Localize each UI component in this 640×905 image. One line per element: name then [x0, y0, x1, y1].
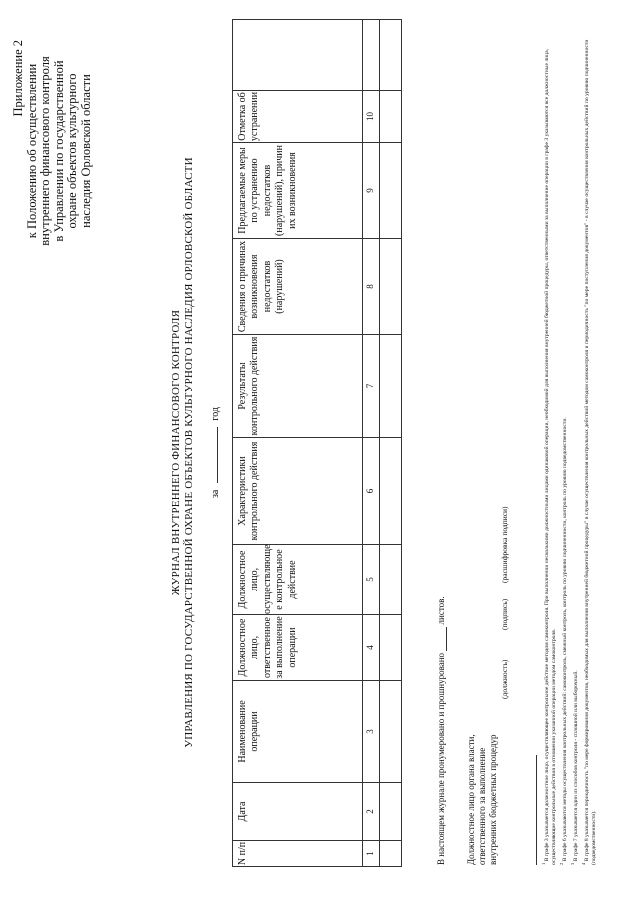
period-prefix: за	[210, 489, 221, 499]
table-header-row	[233, 20, 363, 867]
table-cell	[380, 91, 402, 143]
signature-blank	[487, 585, 497, 637]
footnote	[558, 25, 569, 865]
header-cell: Предлагаемые меры по устранению недостатков (нарушений), причин их возникновения	[233, 143, 363, 239]
table-cell	[380, 335, 402, 438]
header-cell: Наименование операции	[233, 681, 363, 783]
caption-signature: (подпись)	[500, 598, 509, 630]
period-suffix: год	[210, 406, 221, 421]
header-cell: N п/п	[233, 841, 363, 867]
header-cell: Должностное лицо, ответственное за выполнение операции	[233, 615, 363, 681]
table-cell	[380, 783, 402, 841]
table-number-row	[363, 20, 380, 867]
official-block	[466, 734, 499, 865]
table-cell	[380, 681, 402, 783]
column-number: 8	[363, 239, 380, 335]
journal-subtitle: УПРАВЛЕНИЯ ПО ГОСУДАРСТВЕННОЙ ОХРАНЕ ОБЪЕКТОВ КУЛЬТУРНОГО НАСЛЕДИЯ ОРЛОВСКОЙ ОБЛАСТИ	[183, 157, 195, 748]
caption-decoding: (расшифровка подписи)	[500, 506, 509, 583]
header-cell-empty	[233, 20, 363, 91]
header-cell: Отметка об устранении	[233, 91, 363, 143]
column-number: 1	[363, 841, 380, 867]
appendix-line: внутреннего финансового контроля	[38, 56, 53, 246]
official-line: Должностное лицо органа власти,	[466, 734, 476, 865]
footnote-mark: 3	[570, 862, 576, 865]
footnote-text: В графе 3 указывается должностное лицо, осуществляющее контрольное действие методом самоконтроля. При выполнении несколькими должностными лицами одинаковой операции, необходимой для выполнения внутренней бюджетной процедуры, ответственными за выполнение операции в графе 3 указываются все должностные лица, осуществляющие контрольные действия в отношении указанной операции методом самоконтроля.	[543, 49, 558, 865]
column-number: 6	[363, 438, 380, 545]
column-number: 10	[363, 91, 380, 143]
column-number: 9	[363, 143, 380, 239]
appendix-line: охране объектов культурного	[65, 73, 80, 229]
footnote	[580, 25, 598, 865]
header-cell: Результаты контрольного действия	[233, 335, 363, 438]
table-cell	[380, 239, 402, 335]
official-line: внутренних бюджетных процедур	[488, 734, 498, 865]
appendix-line: наследия Орловской области	[78, 74, 93, 228]
table-cell	[380, 615, 402, 681]
table-row	[380, 20, 402, 867]
footnote-mark: 1	[541, 862, 546, 865]
table-cell	[380, 841, 402, 867]
decoding-blank	[487, 497, 497, 577]
footnote	[540, 25, 558, 865]
table-cell	[380, 143, 402, 239]
pages-blank	[446, 627, 447, 651]
period-line	[210, 0, 221, 905]
appendix-line: к Положению об осуществлении	[24, 63, 39, 239]
footnote-mark: 2	[559, 862, 565, 865]
table-cell	[363, 20, 380, 91]
column-number: 5	[363, 545, 380, 615]
column-number: 2	[363, 783, 380, 841]
table-cell	[380, 20, 402, 91]
column-number: 3	[363, 681, 380, 783]
journal-title: ЖУРНАЛ ВНУТРЕННЕГО ФИНАНСОВОГО КОНТРОЛЯ	[170, 309, 182, 596]
footnote-text: В графе 7 указывается один из способов контроля - сплошной или выборочный.	[573, 670, 580, 862]
footnote-text: В графе 8 указывается периодичность "по мере формирования документов, необходимых для выполнения внутренней бюджетной процедуры" в случае осуществления контрольных действий методом самоконтроля и периодичность "по мере поступления документов" - в случае осуществления контрольных действий по уровню подчиненности (подведомственности).	[584, 39, 598, 865]
pages-prefix: В настоящем журнале пронумеровано и прошнуровано	[436, 652, 446, 865]
caption-position: (должность)	[500, 659, 509, 699]
column-number: 7	[363, 335, 380, 438]
period-blank	[217, 427, 218, 483]
footnote	[569, 25, 580, 865]
pages-count-line	[436, 596, 447, 865]
header-cell: Сведения о причинах возникновения недостатков (нарушений)	[233, 239, 363, 335]
footnote-text: В графе 6 указываются методы осуществления контрольных действий: самоконтроль, смежный контроль, контроль по уровню подчиненности, контроль по уровню подведомственности.	[562, 417, 569, 862]
pages-suffix: листов.	[436, 596, 446, 625]
appendix-line: в Управлении по государственной	[51, 60, 66, 242]
column-number: 4	[363, 615, 380, 681]
footnote-mark: 4	[581, 862, 587, 865]
header-cell: Дата	[233, 783, 363, 841]
table-cell	[380, 438, 402, 545]
appendix-line: Приложение 2	[11, 40, 25, 117]
header-cell: Характеристики контрольного действия	[233, 438, 363, 545]
footnote-divider	[536, 755, 537, 865]
journal-table	[232, 19, 402, 867]
appendix-note	[12, 36, 94, 266]
position-blank	[487, 645, 497, 730]
header-cell: Должностное лицо, осуществляюще е контрольное действие	[233, 545, 363, 615]
official-line: ответственного за выполнение	[477, 747, 487, 865]
footnotes	[540, 25, 599, 865]
table-cell	[380, 545, 402, 615]
